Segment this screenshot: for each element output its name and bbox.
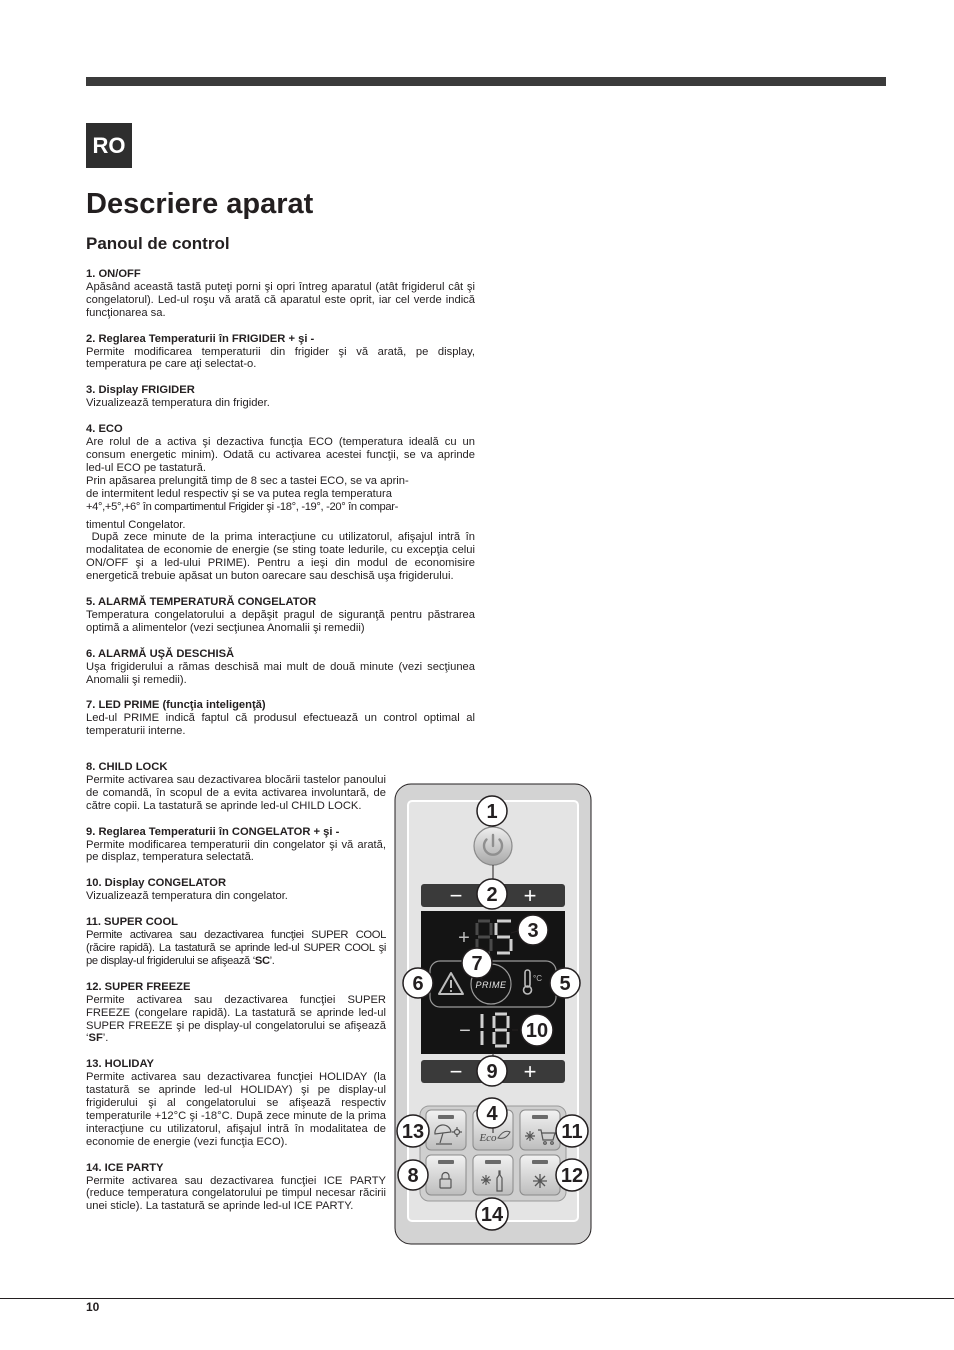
item-fridge-display <box>86 384 475 410</box>
callout-9 <box>477 1056 507 1086</box>
control-panel-svg <box>394 783 592 1245</box>
svg-text:12: 12 <box>560 1165 584 1187</box>
item-text: Permite activarea sau dezactivarea funcţiei ICE PARTY (reduce temperatura congelatorului pe timpul necesar răcirii unei sticle). La tastatură se aprinde led-ul ICE PARTY. <box>86 1174 386 1213</box>
callout-11 <box>556 1115 588 1147</box>
fridge-plus-button[interactable]: + <box>523 883 537 908</box>
callout-6 <box>403 968 433 998</box>
page-title: Descriere aparat <box>86 188 314 220</box>
svg-text:13: 13 <box>401 1121 425 1143</box>
item-title: 13. HOLIDAY <box>86 1058 154 1071</box>
item-text: Led-ul PRIME indică faptul că produsul efectuează un control optimal al temperaturii interne. <box>86 712 475 738</box>
item-text: Permite modificarea temperaturii din congelator şi vă arată, pe displaz, temperatura selectată. <box>86 838 386 864</box>
item-prime-led <box>86 699 475 738</box>
snowflake-icon <box>533 1174 547 1188</box>
callout-8 <box>398 1160 428 1190</box>
super-freeze-button[interactable] <box>520 1155 560 1195</box>
callout-10 <box>521 1014 553 1046</box>
item-text: Apăsând această tastă puteţi porni şi opri întreg aparatul (atât frigiderul cât şi congelatorul). Led-ul roşu vă arată că aparatul este oprit, iar cel verde indică funcţionarea sa. <box>86 280 475 319</box>
page-number: 10 <box>86 1300 100 1314</box>
control-panel-illustration <box>394 783 592 1245</box>
callout-14 <box>476 1198 508 1230</box>
svg-text:6: 6 <box>412 973 424 995</box>
item-text: Are rolul de a activa şi dezactiva funcţia ECO (temperatura ideală cu un consum energetic minim). Odată cu activarea acestei funcţii, se va aprinde led-ul ECO pe tastatură. <box>86 436 475 474</box>
item-text: de intermitent ledul respectiv şi se va putea regla temperatura <box>86 487 392 500</box>
svg-text:3: 3 <box>527 920 539 942</box>
celsius-label: °C <box>533 974 542 983</box>
super-cool-led <box>532 1115 548 1119</box>
callout-5 <box>550 968 580 998</box>
item-text: Prin apăsarea prelungită timp de 8 sec a tastei ECO, se va aprin- <box>86 474 409 487</box>
item-text: Uşa frigiderului a rămas deschisă mai mult de două minute (vezi secţiunea Anomalii şi remedii). <box>86 660 475 686</box>
item-title: 1. ON/OFF <box>86 268 141 280</box>
item-text: timentul Congelator. <box>86 518 186 531</box>
holiday-button[interactable] <box>426 1110 466 1150</box>
freezer-minus-button[interactable]: − <box>449 1059 463 1084</box>
svg-text:11: 11 <box>561 1121 583 1143</box>
section-title: Panoul de control <box>86 234 230 253</box>
callout-7 <box>462 948 492 978</box>
description-column-narrow <box>86 761 386 1226</box>
svg-text:1: 1 <box>486 801 498 823</box>
code-sf: SF <box>88 1032 103 1045</box>
code-sc: SC <box>254 954 270 967</box>
item-title: 7. LED PRIME (funcţia inteligenţă) <box>86 699 266 712</box>
item-eco <box>86 423 479 583</box>
item-text: Vizualizează temperatura din frigider. <box>86 397 270 410</box>
item-title: 8. CHILD LOCK <box>86 761 168 773</box>
super-cool-button[interactable] <box>520 1110 560 1150</box>
item-child-lock <box>86 761 386 813</box>
item-title: 6. ALARMĂ UŞĂ DESCHISĂ <box>86 647 235 660</box>
item-freezer-temp-adjust <box>86 826 386 865</box>
item-text: +4°,+5°,+6° în compartimentul Frigider şi -18°, -19°, -20° în compar- <box>86 500 399 513</box>
item-title: 5. ALARMĂ TEMPERATURĂ CONGELATOR <box>86 596 317 609</box>
svg-text:8: 8 <box>407 1165 419 1187</box>
item-text: După zece minute de la prima interacţiune cu utilizatorul, afişajul intră în modalitatea de economie de energie (se sting toate ledurile, cu excepţia celui ON/OFF şi a led-ului PRIME). Pentru a ieşi din modul de economisire energetică trebuie apăsat un buton oarecare sau deschisă uşa frigiderului. <box>86 531 479 583</box>
fridge-minus-button[interactable]: − <box>449 883 463 908</box>
child-lock-button[interactable] <box>426 1155 466 1195</box>
item-ice-party <box>86 1162 386 1214</box>
svg-text:9: 9 <box>486 1061 498 1083</box>
freezer-display-sign: − <box>459 1020 471 1042</box>
item-title: 4. ECO <box>86 423 123 436</box>
item-text: Permite activarea sau dezactivarea funcţiei SUPER FREEZE (congelare rapidă). La tastatură se aprinde led-ul SUPER FREEZE şi pe display-ul congelatorului se afişează ‘SF’. <box>86 993 386 1045</box>
prime-led-label: PRIME <box>475 980 507 990</box>
item-freezer-display <box>86 877 386 903</box>
child-lock-led <box>438 1160 454 1164</box>
item-text: Permite activarea sau dezactivarea funcţiei HOLIDAY (la tastatură se aprinde led-ul HOLIDAY) şi pe display-ul frigiderului şi al congelatorului se afişează respectiv temperaturile +12°C şi -18°C. După zece minute de la prima interacţiune cu utilizatorul, afişajul intră în modalitatea de economie de energie (vezi funcţia ECO). <box>86 1071 386 1148</box>
super-freeze-led <box>532 1160 548 1164</box>
svg-text:14: 14 <box>480 1204 504 1226</box>
item-title: 3. Display FRIGIDER <box>86 384 195 397</box>
item-text: Temperatura congelatorului a depăşit pragul de siguranţă pentru păstrarea optimă a alimentelor (vezi secţiunea Anomalii şi remedii) <box>86 608 475 634</box>
eco-button-label: Eco <box>479 1132 497 1144</box>
fridge-display-sign: + <box>458 927 470 949</box>
ice-party-button[interactable] <box>473 1155 513 1195</box>
freezer-plus-button[interactable]: + <box>523 1059 537 1084</box>
callout-12 <box>556 1159 588 1191</box>
item-text: Permite activarea sau dezactivarea funcţiei SUPER COOL (răcire rapidă). La tastatură se aprinde led-ul SUPER COOL şi pe display-ul frigiderului se afişează ‘SC’. <box>86 929 386 967</box>
item-title: 12. SUPER FREEZE <box>86 980 191 993</box>
item-text: Permite modificarea temperaturii din frigider şi vă arată, pe display, temperatura pe care aţi selectat-o. <box>86 345 475 371</box>
item-title: 10. Display CONGELATOR <box>86 877 227 890</box>
ice-party-led <box>485 1160 501 1164</box>
item-title: 14. ICE PARTY <box>86 1161 164 1174</box>
svg-text:2: 2 <box>486 884 498 906</box>
top-rule <box>86 77 886 86</box>
svg-text:7: 7 <box>471 953 483 975</box>
item-super-cool <box>86 916 386 968</box>
item-fridge-temp-adjust <box>86 333 475 372</box>
item-super-freeze <box>86 981 386 1046</box>
svg-text:4: 4 <box>486 1103 498 1125</box>
item-freezer-temp-alarm <box>86 596 475 635</box>
svg-text:10: 10 <box>525 1020 549 1042</box>
callout-4 <box>477 1098 507 1128</box>
item-on-off <box>86 268 475 320</box>
holiday-led <box>438 1115 454 1119</box>
svg-text:5: 5 <box>559 973 571 995</box>
item-title: 9. Reglarea Temperaturii în CONGELATOR + şi - <box>86 825 340 838</box>
item-title: 2. Reglarea Temperaturii în FRIGIDER + şi - <box>86 332 315 345</box>
bottom-rule <box>0 1298 954 1299</box>
callout-13 <box>397 1115 429 1147</box>
callout-1 <box>477 796 507 826</box>
power-button[interactable] <box>474 827 512 865</box>
item-holiday <box>86 1058 386 1148</box>
item-text: Permite activarea sau dezactivarea blocării tastelor panoului de comandă, în scopul de a evita activarea involuntară, de către copii. La tastatură se aprinde led-ul CHILD LOCK. <box>86 773 386 812</box>
callout-2 <box>477 879 507 909</box>
item-title: 11. SUPER COOL <box>86 916 179 929</box>
description-column-wide <box>86 268 479 751</box>
item-text: Vizualizează temperatura din congelator. <box>86 890 288 903</box>
language-badge: RO <box>86 123 132 168</box>
item-door-open-alarm <box>86 648 475 687</box>
callout-3 <box>518 915 548 945</box>
